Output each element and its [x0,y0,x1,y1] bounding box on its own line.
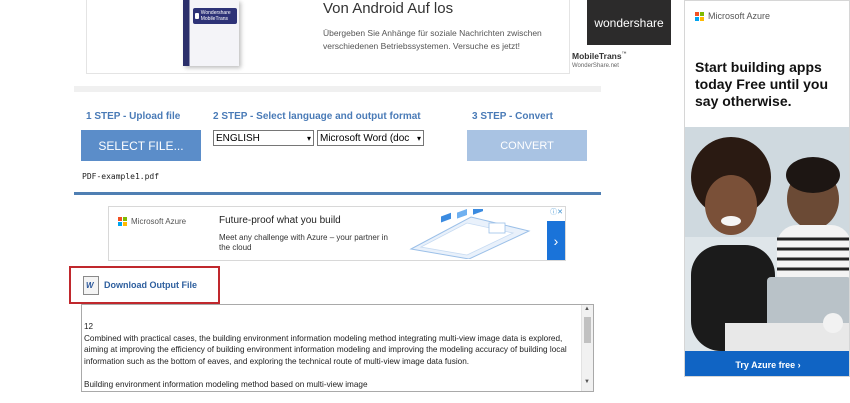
azure-ad-title: Future-proof what you build [219,215,341,226]
right-ad-headline: Start building apps today Free until you say otherwise. [695,59,829,109]
section-divider [74,192,601,195]
step1-heading: 1 STEP - Upload file [86,111,181,122]
selected-filename: PDF-example1.pdf [82,172,160,181]
language-select[interactable] [213,130,314,146]
select-file-button[interactable]: SELECT FILE... [81,130,201,161]
try-azure-free-button[interactable]: Try Azure free › [685,351,850,377]
ad-description: Übergeben Sie Anhänge für soziale Nachrichten zwischen verschiedenen Betriebssystemen. Versuche es jetzt! [323,28,542,51]
format-select[interactable] [317,130,424,146]
download-output-box[interactable] [69,266,220,304]
chevron-down-icon: ▾ [416,133,421,143]
language-select-value: ENGLISH [216,132,260,144]
tool-panel-top [74,86,601,92]
download-output-link[interactable]: Download Output File [104,280,197,290]
azure-ad-banner[interactable] [108,206,566,261]
chevron-down-icon: ▾ [306,133,311,143]
textarea-scrollbar[interactable] [581,305,593,391]
output-text: 12 Combined with practical cases, the building environment information modeling method integrating multi-view image data is explored, aiming at improving the efficiency of building environment information modeling and improving the modeling accuracy of building local information such as the bottom of eaves, and exploring the technical route of multi-view image data fusion. Building environment information modeling method based on multi-view image [84,322,567,389]
people-photo-image [685,127,850,351]
step3-heading: 3 STEP - Convert [472,111,553,122]
convert-button[interactable]: CONVERT [467,130,587,161]
product-box-image [183,0,239,66]
wondershare-logo[interactable]: wondershare [587,0,671,45]
dashboard-screenshot-image [401,209,535,259]
product-site: WonderShare.net [572,63,619,69]
ad-title[interactable]: Von Android Auf los [323,0,454,17]
microsoft-logo-icon [118,217,127,226]
microsoft-logo-icon [695,12,704,21]
scrollbar-thumb[interactable] [584,317,591,343]
azure-ad-description: Meet any challenge with Azure – your partner in the cloud [219,233,388,252]
output-textarea[interactable] [81,304,594,392]
microsoft-azure-brand: Microsoft Azure [118,217,186,226]
microsoft-azure-brand: Microsoft Azure [695,11,770,21]
top-ad-banner[interactable] [86,0,570,74]
word-document-icon: W [83,276,99,295]
scroll-up-icon[interactable]: ▲ [584,306,590,312]
right-azure-ad[interactable] [684,0,850,377]
step2-heading: 2 STEP - Select language and output format [213,111,421,122]
adchoices-icon[interactable]: ⓘ✕ [550,209,563,216]
chevron-right-icon[interactable]: › [547,221,565,260]
format-select-value: Microsoft Word (doc [320,132,410,144]
scroll-down-icon[interactable]: ▼ [584,379,590,385]
product-name: MobileTrans™ [572,51,627,61]
box-brand-text: Wondershare MobileTrans [200,10,231,22]
